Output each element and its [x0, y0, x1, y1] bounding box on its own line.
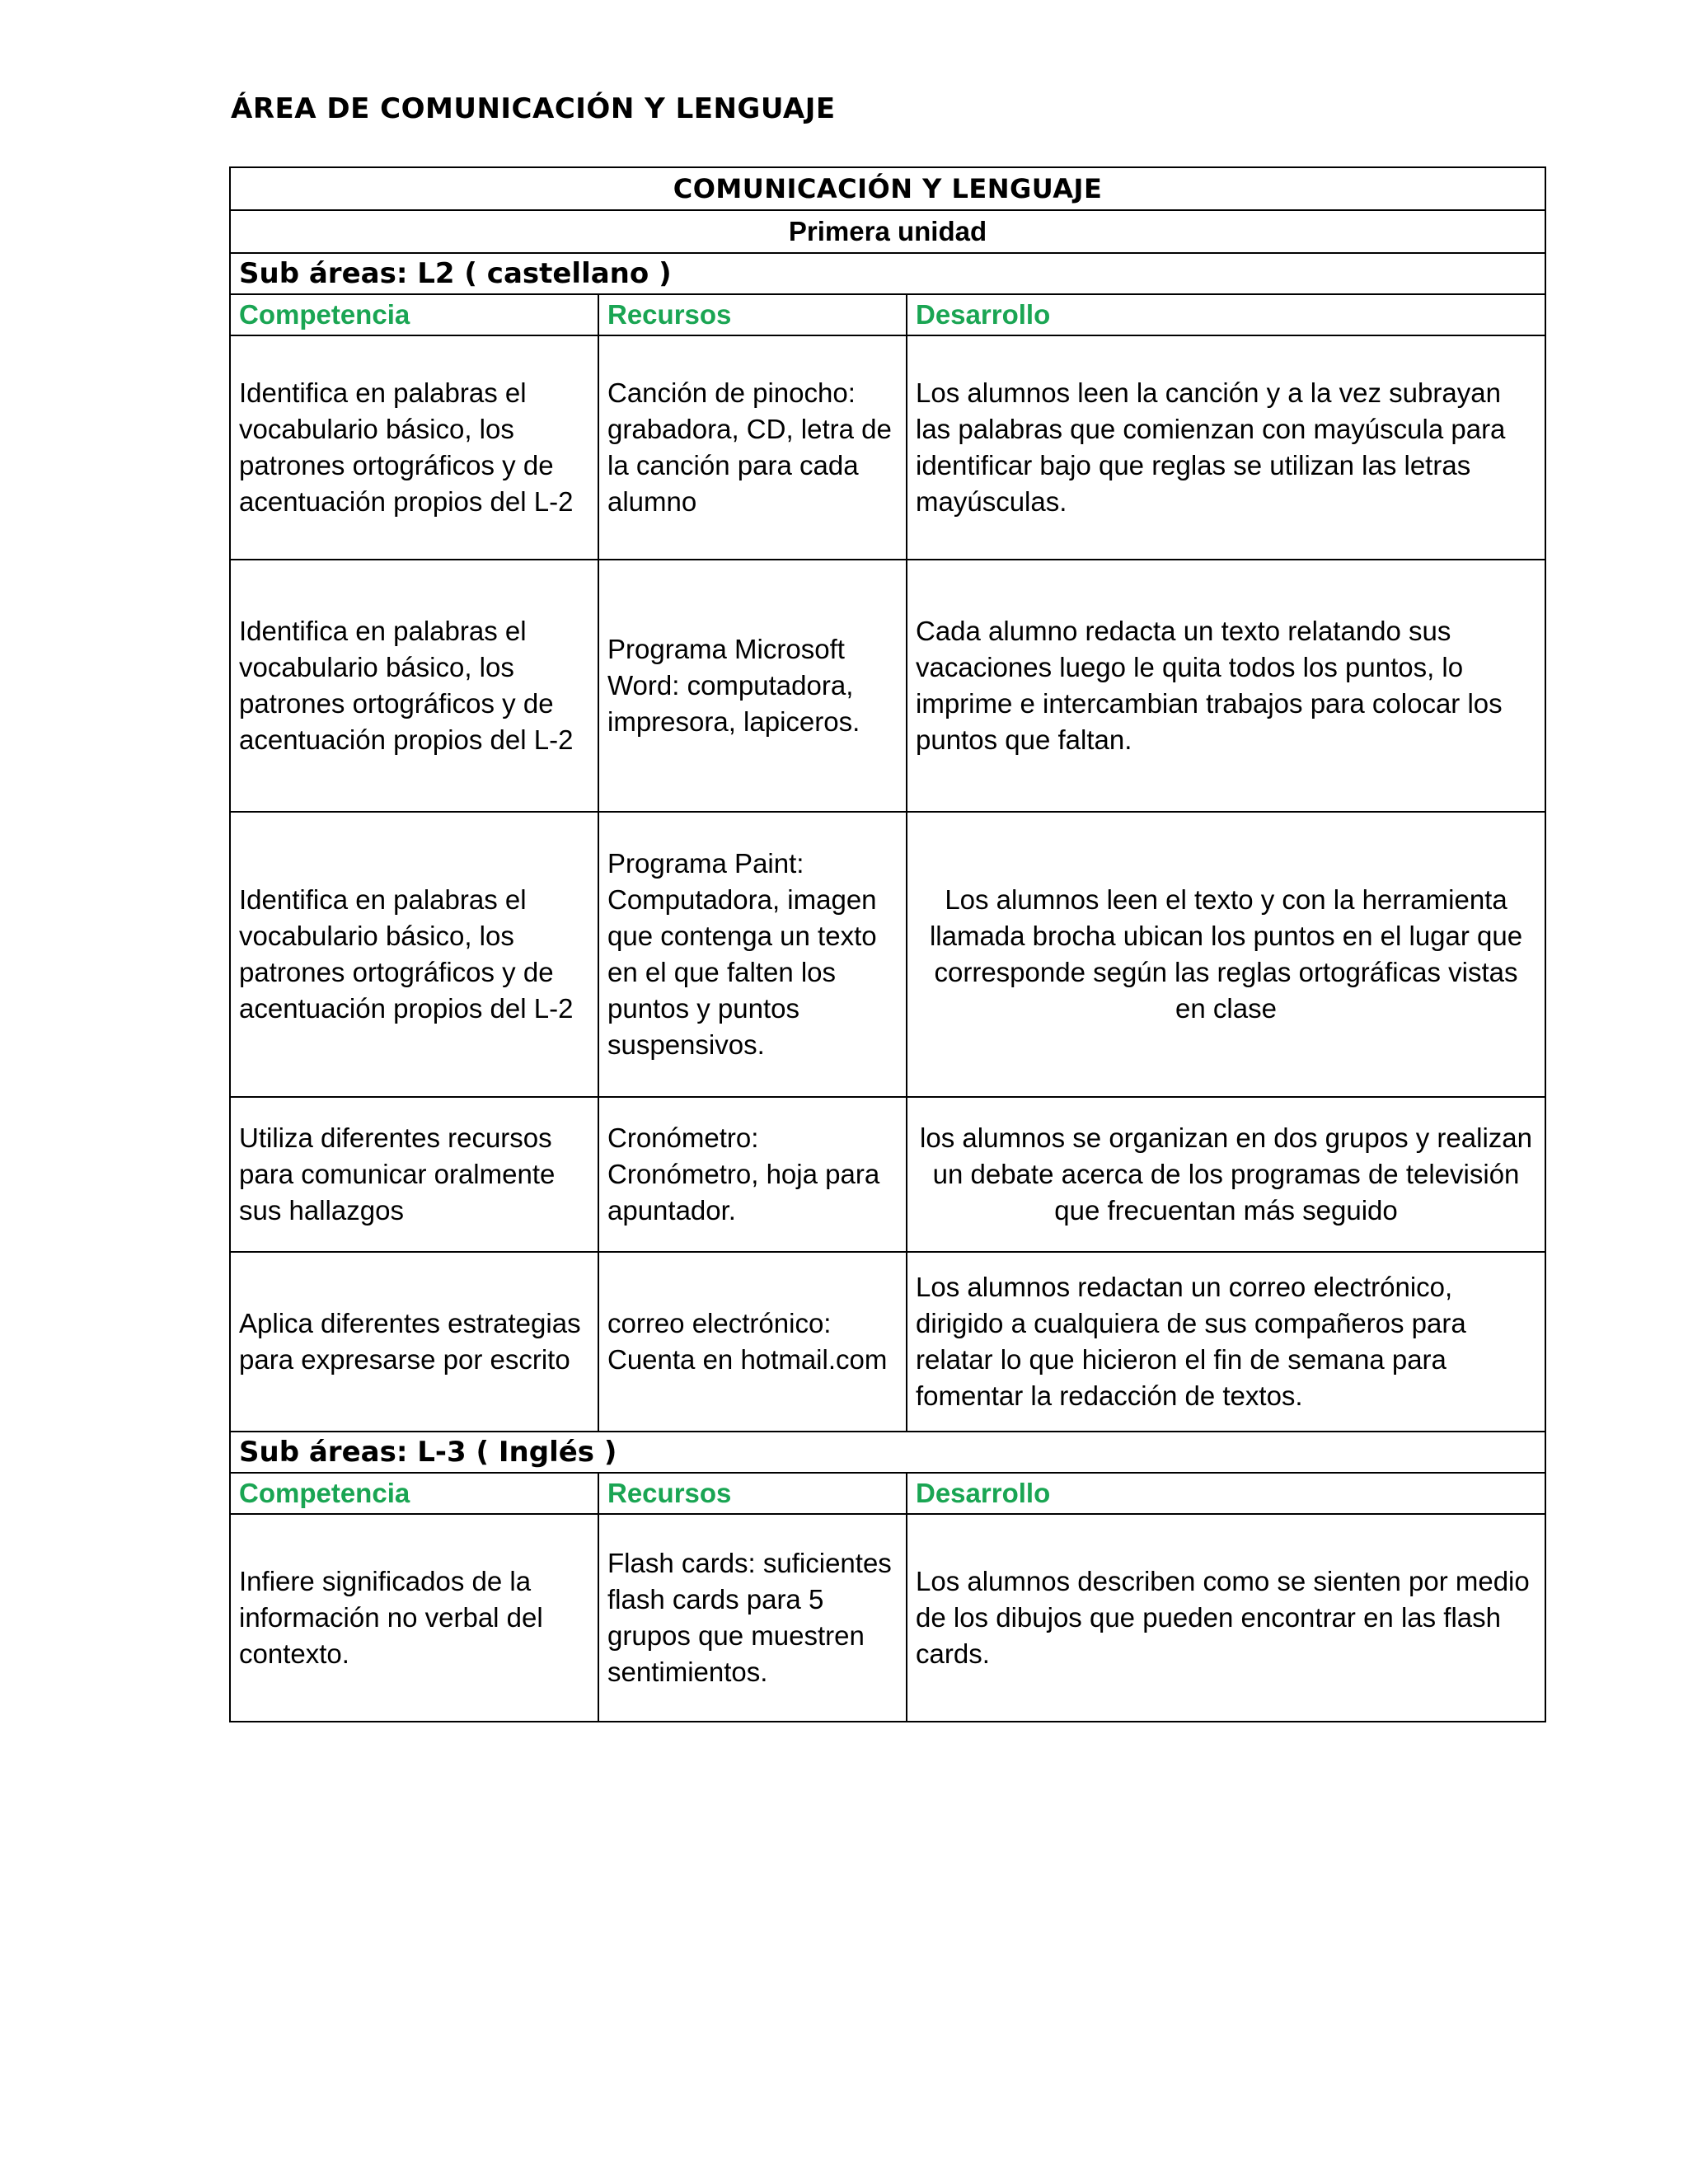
desarrollo-cell: Los alumnos describen como se sienten por medio de los dibujos que pueden encontrar en las flash cards. — [907, 1514, 1545, 1722]
table-row — [230, 1097, 1545, 1252]
column-header-desarrollo: Desarrollo — [907, 1473, 1545, 1514]
subarea-label: Sub áreas: L-3 ( Inglés ) — [230, 1432, 1545, 1473]
recursos-cell: Programa Paint: Computadora, imagen que contenga un texto en el que falten los puntos y puntos suspensivos. — [598, 812, 907, 1097]
table-row — [230, 1252, 1545, 1432]
column-header-recursos: Recursos — [598, 294, 907, 335]
lesson-plan-table — [229, 166, 1546, 1722]
column-header-row — [230, 1473, 1545, 1514]
desarrollo-cell: Los alumnos leen el texto y con la herramienta llamada brocha ubican los puntos en el lugar que corresponde según las reglas ortográficas vistas en clase — [907, 812, 1545, 1097]
table-row — [230, 1514, 1545, 1722]
desarrollo-cell: Los alumnos redactan un correo electrónico, dirigido a cualquiera de sus compañeros para relatar lo que hicieron el fin de semana para fomentar la redacción de textos. — [907, 1252, 1545, 1432]
column-header-row — [230, 294, 1545, 335]
table-title-row — [230, 167, 1545, 210]
competencia-cell: Identifica en palabras el vocabulario básico, los patrones ortográficos y de acentuación propios del L-2 — [230, 560, 598, 812]
competencia-cell: Utiliza diferentes recursos para comunicar oralmente sus hallazgos — [230, 1097, 598, 1252]
recursos-cell: Cronómetro: Cronómetro, hoja para apuntador. — [598, 1097, 907, 1252]
column-header-recursos: Recursos — [598, 1473, 907, 1514]
recursos-cell: Flash cards: suficientes flash cards para 5 grupos que muestren sentimientos. — [598, 1514, 907, 1722]
recursos-cell: Programa Microsoft Word: computadora, impresora, lapiceros. — [598, 560, 907, 812]
column-header-competencia: Competencia — [230, 1473, 598, 1514]
competencia-cell: Identifica en palabras el vocabulario básico, los patrones ortográficos y de acentuación propios del L-2 — [230, 812, 598, 1097]
competencia-cell: Aplica diferentes estrategias para expresarse por escrito — [230, 1252, 598, 1432]
desarrollo-cell: Los alumnos leen la canción y a la vez subrayan las palabras que comienzan con mayúscula para identificar bajo que reglas se utilizan las letras mayúsculas. — [907, 335, 1545, 560]
unit-row — [230, 210, 1545, 253]
competencia-cell: Infiere significados de la información no verbal del contexto. — [230, 1514, 598, 1722]
table-row — [230, 812, 1545, 1097]
desarrollo-cell: los alumnos se organizan en dos grupos y realizan un debate acerca de los programas de televisión que frecuentan más seguido — [907, 1097, 1545, 1252]
desarrollo-cell: Cada alumno redacta un texto relatando sus vacaciones luego le quita todos los puntos, lo imprime e intercambian trabajos para colocar los puntos que faltan. — [907, 560, 1545, 812]
column-header-competencia: Competencia — [230, 294, 598, 335]
recursos-cell: Canción de pinocho: grabadora, CD, letra de la canción para cada alumno — [598, 335, 907, 560]
subarea-row — [230, 253, 1545, 294]
table-title: COMUNICACIÓN Y LENGUAJE — [230, 167, 1545, 210]
subarea-row — [230, 1432, 1545, 1473]
column-header-desarrollo: Desarrollo — [907, 294, 1545, 335]
competencia-cell: Identifica en palabras el vocabulario básico, los patrones ortográficos y de acentuación propios del L-2 — [230, 335, 598, 560]
table-row — [230, 560, 1545, 812]
page-heading: ÁREA DE COMUNICACIÓN Y LENGUAJE — [231, 92, 836, 125]
unit-label: Primera unidad — [230, 210, 1545, 253]
recursos-cell: correo electrónico: Cuenta en hotmail.com — [598, 1252, 907, 1432]
subarea-label: Sub áreas: L2 ( castellano ) — [230, 253, 1545, 294]
table-row — [230, 335, 1545, 560]
